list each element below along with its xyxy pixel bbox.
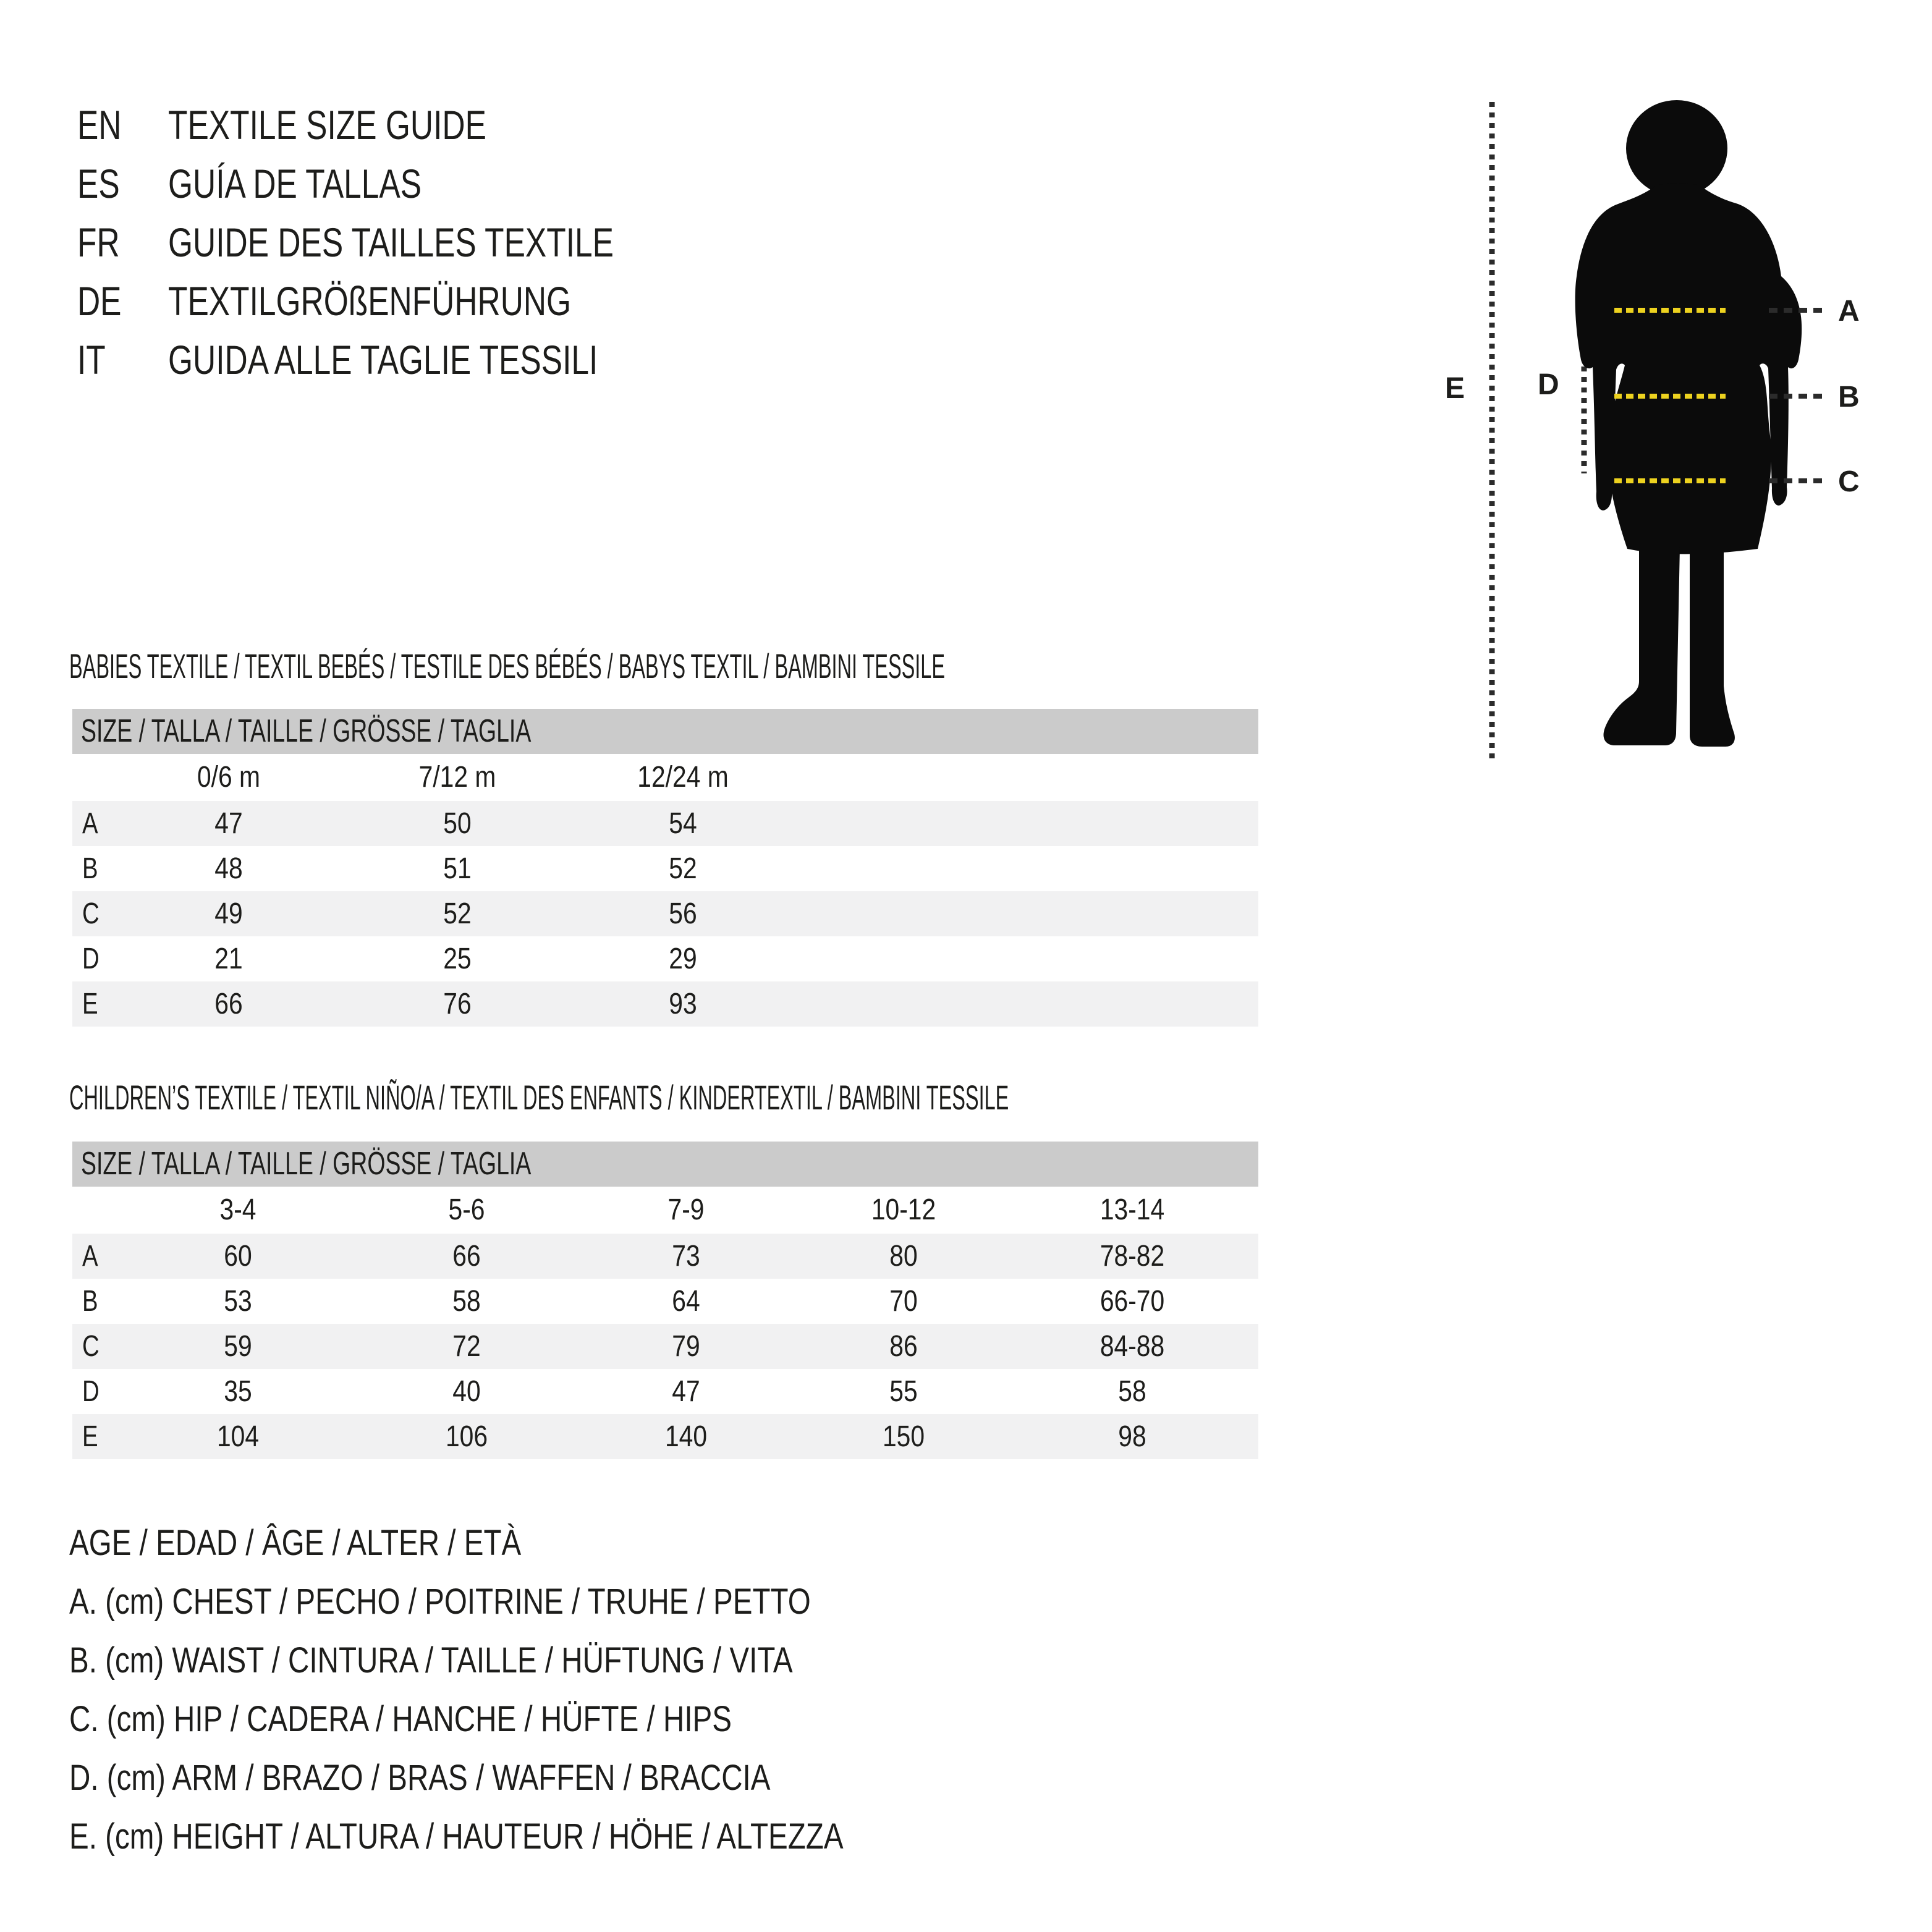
row-label: B bbox=[82, 1285, 98, 1318]
title-fr: GUIDE DES TAILLES TEXTILE bbox=[168, 219, 614, 265]
table-cell: 98 bbox=[1118, 1420, 1146, 1453]
label-arm-d: D bbox=[1538, 368, 1559, 401]
row-label: E bbox=[82, 988, 98, 1020]
table-cell: 84-88 bbox=[1099, 1330, 1165, 1363]
lang-code-en: EN bbox=[77, 102, 122, 148]
table-cell: 66 bbox=[452, 1240, 481, 1273]
table-cell: 52 bbox=[443, 897, 472, 930]
column-header: 10-12 bbox=[871, 1193, 936, 1226]
table-cell: 54 bbox=[669, 807, 697, 840]
table-cell: 25 bbox=[443, 943, 472, 975]
table-cell: 150 bbox=[882, 1420, 925, 1453]
table-row bbox=[72, 891, 1258, 936]
table-row bbox=[72, 1369, 1258, 1414]
row-label: E bbox=[82, 1420, 98, 1453]
table-cell: 48 bbox=[214, 852, 243, 885]
table-cell: 93 bbox=[669, 988, 697, 1020]
table-cell: 59 bbox=[224, 1330, 252, 1363]
lang-code-es: ES bbox=[77, 161, 120, 206]
table-cell: 49 bbox=[214, 897, 243, 930]
table-row bbox=[72, 801, 1258, 846]
lang-code-fr: FR bbox=[77, 219, 120, 265]
children-size-table bbox=[72, 1142, 1258, 1459]
label-hip-c: C bbox=[1838, 465, 1860, 498]
table-cell: 52 bbox=[669, 852, 697, 885]
lang-row-it bbox=[0, 337, 1051, 383]
legend-waist: B. (cm) WAIST / CINTURA / TAILLE / HÜFTUNG / VITA bbox=[69, 1640, 793, 1680]
column-header: 13-14 bbox=[1099, 1193, 1165, 1226]
table-cell: 76 bbox=[443, 988, 472, 1020]
table-cell: 64 bbox=[672, 1285, 700, 1318]
babies-size-table bbox=[72, 709, 1258, 1027]
table-cell: 70 bbox=[889, 1285, 918, 1318]
children-table-header bbox=[72, 1142, 1258, 1187]
column-header: 3-4 bbox=[219, 1193, 256, 1226]
table-row bbox=[72, 981, 1258, 1027]
legend-hip: C. (cm) HIP / CADERA / HANCHE / HÜFTE / HIPS bbox=[69, 1699, 732, 1739]
children-column-headers bbox=[72, 1187, 1258, 1234]
row-label: A bbox=[82, 1240, 98, 1273]
column-header: 12/24 m bbox=[637, 761, 729, 794]
label-waist-b: B bbox=[1838, 381, 1860, 413]
table-row bbox=[72, 936, 1258, 981]
title-de: TEXTILGRÖßENFÜHRUNG bbox=[168, 278, 572, 324]
table-cell: 56 bbox=[669, 897, 697, 930]
lang-code-it: IT bbox=[77, 337, 106, 383]
table-cell: 79 bbox=[672, 1330, 700, 1363]
table-cell: 58 bbox=[1118, 1375, 1146, 1408]
children-section-title: CHILDREN’S TEXTILE / TEXTIL NIÑO/A / TEXTIL DES ENFANTS / KINDERTEXTIL / BAMBINI TESSILE bbox=[69, 1078, 1009, 1117]
babies-column-headers bbox=[72, 754, 1258, 801]
table-cell: 80 bbox=[889, 1240, 918, 1273]
table-cell: 58 bbox=[452, 1285, 481, 1318]
table-cell: 51 bbox=[443, 852, 472, 885]
label-height-e: E bbox=[1445, 372, 1465, 405]
table-cell: 86 bbox=[889, 1330, 918, 1363]
row-label: B bbox=[82, 852, 98, 885]
table-cell: 140 bbox=[664, 1420, 708, 1453]
babies-table-header bbox=[72, 709, 1258, 754]
title-es: GUÍA DE TALLAS bbox=[168, 161, 422, 206]
table-cell: 21 bbox=[214, 943, 243, 975]
table-row bbox=[72, 1414, 1258, 1459]
column-header: 5-6 bbox=[448, 1193, 485, 1226]
table-cell: 78-82 bbox=[1099, 1240, 1165, 1273]
legend-height: E. (cm) HEIGHT / ALTURA / HAUTEUR / HÖHE / ALTEZZA bbox=[69, 1816, 844, 1857]
table-cell: 47 bbox=[214, 807, 243, 840]
column-header: 7-9 bbox=[667, 1193, 705, 1226]
lang-row-de bbox=[0, 278, 1051, 324]
row-label: C bbox=[82, 1330, 100, 1363]
lang-code-de: DE bbox=[77, 278, 122, 324]
row-label: A bbox=[82, 807, 98, 840]
table-cell: 50 bbox=[443, 807, 472, 840]
row-label: D bbox=[82, 943, 100, 975]
table-row bbox=[72, 1279, 1258, 1324]
table-cell: 53 bbox=[224, 1285, 252, 1318]
size-header-label: SIZE / TALLA / TAILLE / GRÖSSE / TAGLIA bbox=[81, 1146, 532, 1182]
table-cell: 104 bbox=[216, 1420, 260, 1453]
babies-section-title: BABIES TEXTILE / TEXTIL BEBÉS / TESTILE DES BÉBÉS / BABYS TEXTIL / BAMBINI TESSILE bbox=[69, 646, 946, 685]
table-cell: 66 bbox=[214, 988, 243, 1020]
table-row bbox=[72, 1324, 1258, 1369]
title-en: TEXTILE SIZE GUIDE bbox=[168, 102, 486, 148]
column-header: 0/6 m bbox=[197, 761, 261, 794]
table-cell: 72 bbox=[452, 1330, 481, 1363]
legend-arm: D. (cm) ARM / BRAZO / BRAS / WAFFEN / BRACCIA bbox=[69, 1758, 771, 1798]
lang-row-es bbox=[0, 163, 1051, 204]
table-row bbox=[72, 846, 1258, 891]
table-cell: 73 bbox=[672, 1240, 700, 1273]
table-cell: 106 bbox=[445, 1420, 488, 1453]
size-header-label: SIZE / TALLA / TAILLE / GRÖSSE / TAGLIA bbox=[81, 713, 532, 749]
table-row bbox=[72, 1234, 1258, 1279]
title-it: GUIDA ALLE TAGLIE TESSILI bbox=[168, 337, 598, 383]
lang-row-fr bbox=[0, 219, 1051, 265]
lang-row-en bbox=[0, 102, 1051, 148]
row-label: D bbox=[82, 1375, 100, 1408]
row-label: C bbox=[82, 897, 100, 930]
legend-age: AGE / EDAD / ÂGE / ALTER / ETÀ bbox=[69, 1523, 522, 1563]
table-cell: 29 bbox=[669, 943, 697, 975]
table-cell: 40 bbox=[452, 1375, 481, 1408]
column-header: 7/12 m bbox=[418, 761, 496, 794]
child-silhouette-icon bbox=[1575, 100, 1802, 747]
label-chest-a: A bbox=[1838, 295, 1860, 328]
legend-chest: A. (cm) CHEST / PECHO / POITRINE / TRUHE / PETTO bbox=[69, 1582, 811, 1622]
table-cell: 60 bbox=[224, 1240, 252, 1273]
table-cell: 47 bbox=[672, 1375, 700, 1408]
table-cell: 66-70 bbox=[1099, 1285, 1165, 1318]
table-cell: 55 bbox=[889, 1375, 918, 1408]
table-cell: 35 bbox=[224, 1375, 252, 1408]
